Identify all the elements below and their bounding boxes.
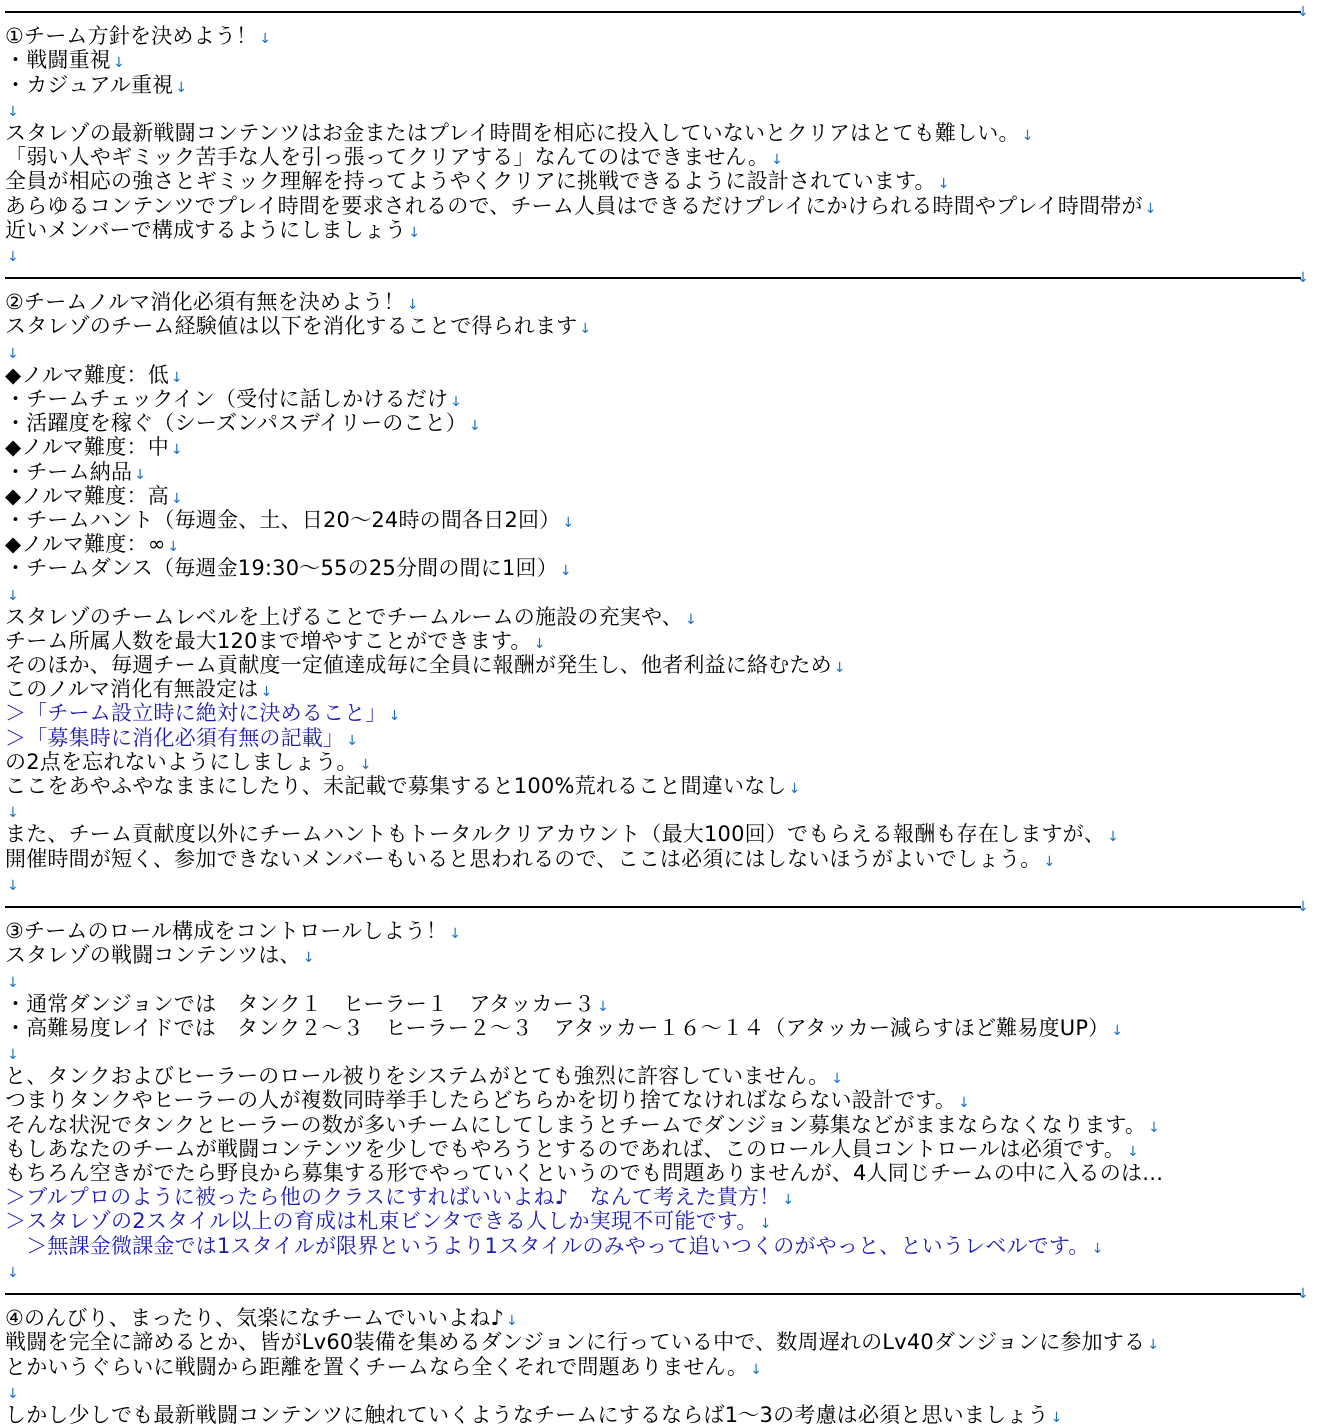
text-line <box>5 556 1323 580</box>
line-text: ・活躍度を稼ぐ（シーズンパスデイリーのこと） <box>5 411 467 436</box>
return-mark-icon: ↓ <box>7 587 19 604</box>
line-text: また、チーム貢献度以外にチームハントもトータルクリアカウント（最大100回）でもらえる報酬も存在しますが、 <box>5 822 1106 847</box>
text-line <box>5 97 1323 121</box>
return-mark-icon: ↓ <box>469 418 481 435</box>
line-text: そんな状況でタンクとヒーラーの数が多いチームにしてしまうとチームでダンジョン募集などがままならなくなります。 <box>5 1112 1147 1137</box>
line-text: スタレゾのチームレベルを上げることでチームルームの施設の充実や、 <box>5 604 683 629</box>
return-mark-icon: ↓ <box>134 466 147 483</box>
return-mark-icon: ↓ <box>259 31 272 48</box>
return-mark-icon: ↓ <box>1021 127 1034 144</box>
text-line <box>5 532 1323 556</box>
line-text: ◆ノルマ難度：中 <box>5 435 169 460</box>
return-mark-icon: ↓ <box>388 708 401 725</box>
line-text: ・戦闘重視 <box>5 48 111 73</box>
text-line <box>5 1403 1323 1427</box>
line-text: スタレゾの最新戦闘コンテンツはお金またはプレイ時間を相応に投入していないとクリアはとても難しい。 <box>5 120 1020 145</box>
line-text: 戦闘を完全に諦めるとか、皆がLv60装備を集めるダンジョンに行っている中で、数周遅れのLv40ダンジョンに参加する <box>5 1330 1146 1355</box>
return-mark-icon: ↓ <box>406 297 419 314</box>
quote-line <box>5 1234 1323 1258</box>
return-mark-icon: ↓ <box>260 684 273 701</box>
line-text: と、タンクおよびヒーラーのロール被りをシステムがとても強烈に許容していません。 <box>5 1064 830 1089</box>
line-text: ・高難易度レイドでは タンク２～３ ヒーラー２～３ アタッカー１６～１４（アタッカー減らすほど難易度UP） <box>5 1015 1110 1040</box>
text-line <box>5 314 1323 338</box>
text-line <box>5 847 1323 871</box>
return-mark-icon: ↓ <box>782 1192 795 1209</box>
line-text: ここをあやふやなままにしたり、未記載で募集すると100%荒れること間違いなし <box>5 774 787 798</box>
return-mark-icon: ↓ <box>7 805 19 822</box>
return-mark-icon: ↓ <box>684 611 697 628</box>
text-line <box>5 750 1323 774</box>
text-line <box>5 339 1323 363</box>
return-mark-icon: ↓ <box>1148 1119 1161 1136</box>
text-line <box>5 121 1323 145</box>
line-text: チーム所属人数を最大120まで増やすことができます。 <box>5 628 532 653</box>
line-text: スタレゾのチーム経験値は以下を消化することで得られます <box>5 314 578 339</box>
text-line <box>5 822 1323 846</box>
line-text: ＞「チーム設立時に絶対に決めること」 <box>5 701 387 726</box>
return-mark-icon: ↓ <box>7 1047 19 1064</box>
quote-line <box>5 1209 1323 1233</box>
return-mark-icon: ↓ <box>1043 853 1056 870</box>
line-text: ②チームノルマ消化必須有無を決めよう！ <box>5 290 405 315</box>
text-line <box>5 1016 1323 1040</box>
line-text: ③チームのロール構成をコントロールしよう！ <box>5 919 448 944</box>
line-text: 全員が相応の強さとギミック理解を持ってようやくクリアに挑戦できるように設計されています。 <box>5 169 936 194</box>
text-line <box>5 968 1323 992</box>
return-mark-icon: ↓ <box>1297 898 1309 915</box>
text-line <box>5 218 1323 242</box>
line-text: ◆ノルマ難度：∞ <box>5 532 166 557</box>
text-line <box>5 24 1323 48</box>
text-line <box>5 508 1323 532</box>
line-text: とかいうぐらいに戦闘から距離を置くチームなら全くそれで問題ありません。 <box>5 1354 749 1379</box>
text-line <box>5 387 1323 411</box>
return-mark-icon: ↓ <box>170 369 183 386</box>
line-text: ・チームハント（毎週金、土、日20～24時の間各日2回） <box>5 507 561 532</box>
return-mark-icon: ↓ <box>1297 270 1309 287</box>
line-text: ◆ノルマ難度：高 <box>5 483 169 508</box>
return-mark-icon: ↓ <box>788 781 801 797</box>
text-line <box>5 871 1323 895</box>
section-divider <box>5 1282 1323 1306</box>
return-mark-icon: ↓ <box>7 345 19 362</box>
divider-line <box>5 11 1301 13</box>
text-line <box>5 653 1323 677</box>
return-mark-icon: ↓ <box>831 1071 844 1088</box>
line-text: ④のんびり、まったり、気楽になチームでいいよね♪ <box>5 1306 505 1331</box>
text-line <box>5 919 1323 943</box>
quote-line <box>5 1185 1323 1209</box>
line-text: しかし少しでも最新戦闘コンテンツに触れていくようなチームにするならば1～3の考慮は必須と思いましょう <box>5 1402 1049 1427</box>
return-mark-icon: ↓ <box>750 1361 763 1378</box>
line-text: このノルマ消化有無設定は <box>5 677 259 702</box>
line-text: ◆ノルマ難度：低 <box>5 362 169 387</box>
line-text: ＞「募集時に消化必須有無の記載」 <box>5 725 345 750</box>
return-mark-icon: ↓ <box>771 152 783 169</box>
line-text: ＞無課金微課金では1スタイルが限界というより1スタイルのみやって追いつくのがやっと、というレベルです。 <box>5 1233 1090 1258</box>
return-mark-icon: ↓ <box>7 1264 19 1281</box>
return-mark-icon: ↓ <box>1107 829 1119 846</box>
return-mark-icon: ↓ <box>449 926 462 943</box>
text-line <box>5 1161 1323 1185</box>
line-text: あらゆるコンテンツでプレイ時間を要求されるので、チーム人員はできるだけプレイにかけられる時間やプレイ時間帯が <box>5 193 1143 218</box>
return-mark-icon: ↓ <box>7 1385 19 1402</box>
text-line <box>5 145 1323 169</box>
text-line <box>5 1088 1323 1112</box>
return-mark-icon: ↓ <box>1091 1240 1104 1257</box>
text-line <box>5 363 1323 387</box>
divider-line <box>5 906 1301 908</box>
text-line <box>5 1355 1323 1379</box>
return-mark-icon: ↓ <box>579 321 592 338</box>
line-text: つまりタンクやヒーラーの人が複数同時挙手したらどちらかを切り捨てなければならない設計です。 <box>5 1088 957 1113</box>
text-line <box>5 677 1323 701</box>
text-line <box>5 581 1323 605</box>
text-line <box>5 411 1323 435</box>
line-text: スタレゾの戦闘コンテンツは、 <box>5 943 301 968</box>
return-mark-icon: ↓ <box>1144 200 1157 217</box>
line-text: の2点を忘れないようにしましょう。 <box>5 749 358 774</box>
text-line <box>5 73 1323 97</box>
line-text: そのほか、毎週チーム貢献度一定値達成毎に全員に報酬が発生し、他者利益に絡むため <box>5 653 832 678</box>
line-text: ・チームチェックイン（受付に話しかけるだけ <box>5 387 449 411</box>
text-line <box>5 605 1323 629</box>
return-mark-icon: ↓ <box>533 635 546 652</box>
return-mark-icon: ↓ <box>1147 1337 1160 1354</box>
text-line <box>5 484 1323 508</box>
text-line <box>5 1137 1323 1161</box>
text-line <box>5 460 1323 484</box>
text-line <box>5 1040 1323 1064</box>
line-text: ・チーム納品 <box>5 459 133 484</box>
line-text: ・通常ダンジョンでは タンク１ ヒーラー１ アタッカー３ <box>5 991 596 1016</box>
quote-line <box>5 701 1323 725</box>
return-mark-icon: ↓ <box>562 514 575 531</box>
line-text: ・カジュアル重視 <box>5 72 174 97</box>
return-mark-icon: ↓ <box>937 176 950 193</box>
text-line <box>5 242 1323 266</box>
return-mark-icon: ↓ <box>450 394 463 410</box>
line-text: 近いメンバーで構成するようにしましょう <box>5 217 407 242</box>
return-mark-icon: ↓ <box>958 1095 970 1112</box>
text-line <box>5 992 1323 1016</box>
return-mark-icon: ↓ <box>7 877 19 894</box>
quote-line <box>5 726 1323 750</box>
line-text: もしあなたのチームが戦闘コンテンツを少しでもやろうとするのであれば、このロール人員コントロールは必須です。 <box>5 1136 1126 1161</box>
return-mark-icon: ↓ <box>1297 1285 1309 1302</box>
return-mark-icon: ↓ <box>302 950 315 967</box>
return-mark-icon: ↓ <box>759 1216 772 1233</box>
text-line <box>5 1064 1323 1088</box>
text-line <box>5 1258 1323 1282</box>
return-mark-icon: ↓ <box>170 490 183 507</box>
line-text: 開催時間が短く、参加できないメンバーもいると思われるので、ここは必須にはしないほうがよいでしょう。 <box>5 846 1042 871</box>
text-line <box>5 169 1323 193</box>
return-mark-icon: ↓ <box>175 79 188 96</box>
text-line <box>5 290 1323 314</box>
divider-line <box>5 277 1301 279</box>
return-mark-icon: ↓ <box>1127 1143 1139 1160</box>
return-mark-icon: ↓ <box>1111 1022 1124 1039</box>
return-mark-icon: ↓ <box>170 442 183 459</box>
line-text: ・チームダンス（毎週金19:30～55の25分間の間に1回） <box>5 556 558 581</box>
text-line <box>5 48 1323 72</box>
return-mark-icon: ↓ <box>7 248 19 265</box>
divider-line <box>5 1293 1301 1295</box>
return-mark-icon: ↓ <box>346 732 359 749</box>
section-divider <box>5 266 1323 290</box>
section-divider <box>5 895 1323 919</box>
return-mark-icon: ↓ <box>559 563 572 580</box>
return-mark-icon: ↓ <box>7 974 19 991</box>
text-line <box>5 1306 1323 1330</box>
return-mark-icon: ↓ <box>1297 4 1309 20</box>
return-mark-icon: ↓ <box>597 998 610 1015</box>
text-line <box>5 435 1323 459</box>
text-line <box>5 194 1323 218</box>
return-mark-icon: ↓ <box>833 660 846 677</box>
line-text: ＞スタレゾの2スタイル以上の育成は札束ビンタできる人しか実現不可能です。 <box>5 1209 758 1234</box>
text-line <box>5 1330 1323 1354</box>
return-mark-icon: ↓ <box>1050 1409 1063 1426</box>
section-divider <box>5 0 1323 24</box>
return-mark-icon: ↓ <box>7 103 19 120</box>
return-mark-icon: ↓ <box>167 539 180 556</box>
return-mark-icon: ↓ <box>113 55 125 72</box>
text-line <box>5 798 1323 822</box>
line-text: 「弱い人やギミック苦手な人を引っ張ってクリアする」なんてのはできません。 <box>5 145 770 170</box>
return-mark-icon: ↓ <box>408 224 421 241</box>
line-text: ①チーム方針を決めよう！ <box>5 24 258 49</box>
return-mark-icon: ↓ <box>506 1313 518 1330</box>
text-line <box>5 1113 1323 1137</box>
text-line <box>5 943 1323 967</box>
line-text: ＞ブルプロのように被ったら他のクラスにすればいいよね♪ なんて考えた貴方！ <box>5 1185 781 1210</box>
text-line <box>5 629 1323 653</box>
line-text: もちろん空きがでたら野良から募集する形でやっていくというのでも問題ありませんが、4人同じチームの中に入るのは… <box>5 1161 1164 1185</box>
text-line <box>5 1379 1323 1403</box>
return-mark-icon: ↓ <box>359 756 372 773</box>
text-line <box>5 774 1323 798</box>
